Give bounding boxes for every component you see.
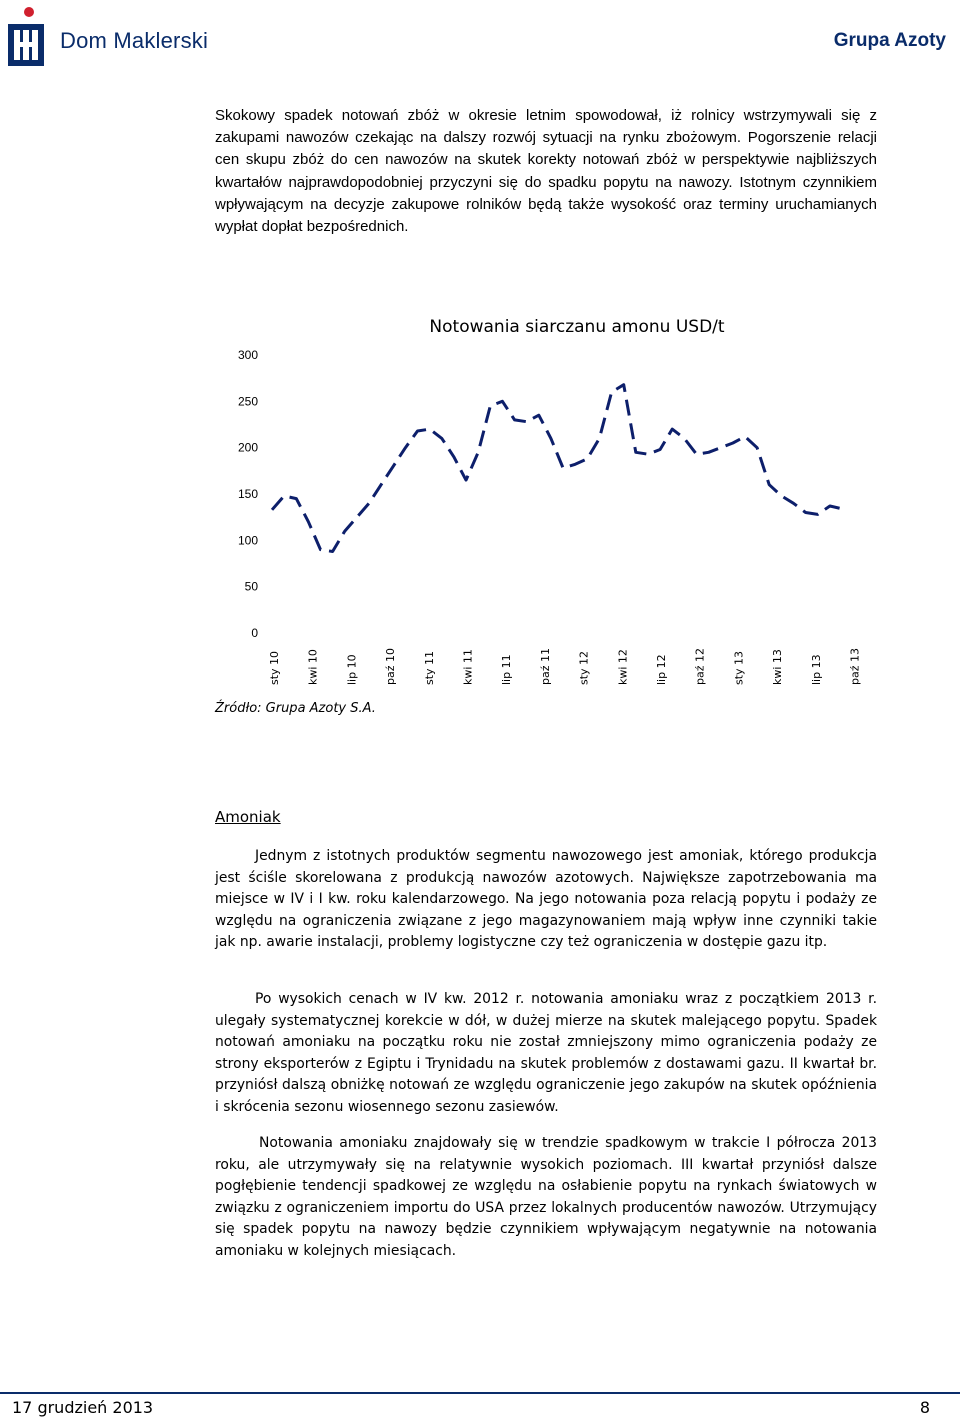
chart-series <box>272 385 842 552</box>
x-tick-label: sty 11 <box>422 650 436 685</box>
section-heading: Amoniak <box>215 808 281 826</box>
page-number: 8 <box>919 1398 930 1417</box>
x-tick-label: lip 13 <box>809 654 823 685</box>
x-tick-label: paź 12 <box>693 648 707 685</box>
x-tick-label: lip 11 <box>500 654 514 685</box>
y-tick-label: 200 <box>237 440 258 455</box>
x-tick-label: paź 13 <box>848 648 862 685</box>
y-tick-label: 300 <box>237 348 258 362</box>
x-tick-label: sty 13 <box>732 650 746 685</box>
x-axis-ticks <box>268 648 862 685</box>
brand-name: Dom Maklerski <box>60 28 209 53</box>
company-name: Grupa Azoty <box>833 30 946 51</box>
ammonium-sulfate-price-chart <box>0 300 960 700</box>
footer-divider <box>0 1392 960 1394</box>
x-tick-label: paź 11 <box>538 648 552 685</box>
source-note: Źródło: Grupa Azoty S.A. <box>215 701 376 716</box>
footer-date: 17 grudzień 2013 <box>12 1398 154 1417</box>
x-tick-label: lip 12 <box>655 654 668 685</box>
x-tick-label: kwi 10 <box>306 649 320 685</box>
y-tick-label: 50 <box>244 579 258 594</box>
chart-title: Notowania siarczanu amonu USD/t <box>429 317 725 337</box>
x-tick-label: kwi 11 <box>461 649 475 685</box>
series-line <box>272 385 842 552</box>
x-tick-label: lip 10 <box>345 654 359 685</box>
intro-paragraph: Skokowy spadek notowań zbóż w okresie letnim spowodował, iż rolnicy wstrzymywali się z zakupami nawozów czekając na dalszy rozwój sytuacji na rynku zbożowym. Pogorszenie relacji cen skupu zbóż do cen nawozów na skutek korekty notowań zbóż w perspektywie najbliższych kwartałów najprawdopodobniej przyczyni się do spadku popytu na nawozy. Istotnym czynnikiem wpływającym na decyzje zakupowe rolników będą także wysokość oraz terminy uruchamianych wypłat dopłat bezpośrednich. <box>215 107 877 236</box>
section-paragraph: Jednym z istotnych produktów segmentu nawozowego jest amoniak, którego produkcja jest ściśle skorelowana z produkcją nawozów azotowych. Największe zapotrzebowania ma miejsce w IV i I kw. roku kalendarzowego. Na jego notowania poza relacją popytu i podaży ze względu na ograniczenia związane z jego magazynowaniem mają wpływ inne czynniki takie jak np. awarie instalacji, problemy logistyczne czy też ograniczenia w dostępie gazu itp. <box>215 848 877 951</box>
x-tick-label: kwi 13 <box>771 649 785 685</box>
x-tick-label: kwi 12 <box>616 649 630 685</box>
section-paragraph: Notowania amoniaku znajdowały się w trendzie spadkowym w trakcie I półrocza 2013 roku, ale utrzymywały się na relatywnie wysokich poziomach. III kwartał przyniósł dalsze pogłębienie tendencji spadkowej ze względu na osłabienie popytu na rynkach światowych w związku z ograniczeniem importu do USA przez lokalnych producentów nawozów. Utrzymujący się spadek popytu na nawozy będzie czynnikiem wpływającym negatywnie na notowania amoniaku w kolejnych miesiącach. <box>215 1135 877 1259</box>
x-tick-label: paź 10 <box>384 648 398 685</box>
y-tick-label: 150 <box>237 487 258 501</box>
x-tick-label: sty 10 <box>268 650 281 685</box>
y-tick-label: 100 <box>237 533 258 548</box>
pko-logo <box>6 6 46 68</box>
x-tick-label: sty 12 <box>577 650 591 685</box>
y-tick-label: 0 <box>251 626 258 640</box>
y-axis-ticks <box>238 348 258 640</box>
section-paragraph: Po wysokich cenach w IV kw. 2012 r. notowania amoniaku wraz z początkiem 2013 r. ulegały systematycznej korekcie w dół, w dużej mierze na skutek malejącego popytu. Spadek notowań amoniaku na początku roku nie został zmniejszony mimo ograniczenia podaży ze strony eksporterów z Egiptu i Trynidadu na skutek problemów z dostawami gazu. II kwartał br. przyniósł dalszą obniżkę notowań ze względu ograniczenie jego zakupów na skutek opóźnienia i skrócenia sezonu wiosennego sezonu zasiewów. <box>215 991 877 1115</box>
pko-logo-icon <box>6 6 46 68</box>
y-tick-label: 250 <box>237 394 258 409</box>
